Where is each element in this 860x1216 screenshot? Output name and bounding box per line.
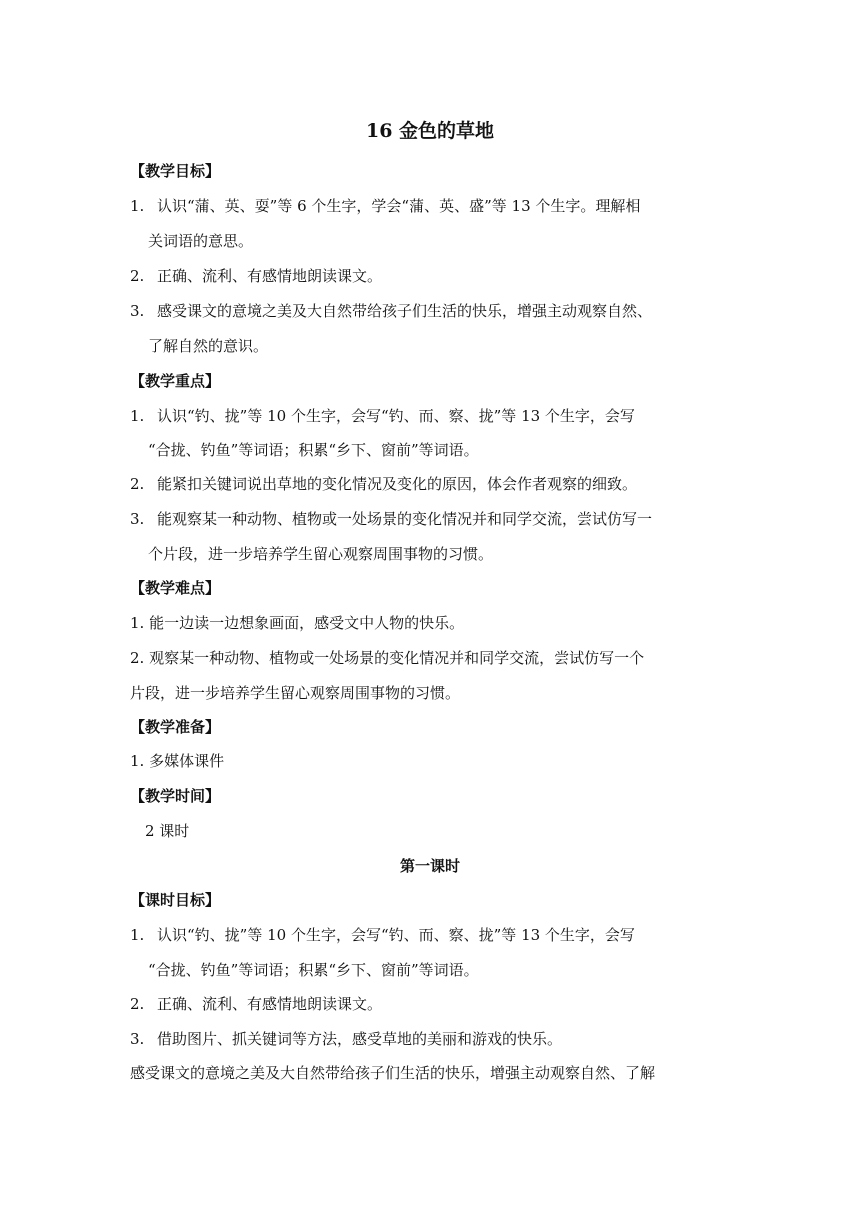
difficulties-heading: 【教学难点】	[130, 579, 221, 597]
goal-1-number: 1.	[130, 197, 145, 215]
key-2-text: 能紧扣关键词说出草地的变化情况及变化的原因，体会作者观察的细致。	[157, 475, 638, 493]
goal-3-text: 感受课文的意境之美及大自然带给孩子们生活的快乐，增强主动观察自然、	[157, 302, 653, 320]
preparation-1: 1. 多媒体课件	[130, 752, 225, 770]
lesson-goals-heading: 【课时目标】	[130, 891, 221, 909]
key-3-text-cont: 个片段，进一步培养学生留心观察周围事物的习惯。	[148, 545, 494, 563]
paragraph-text: 感受课文的意境之美及大自然带给孩子们生活的快乐，增强主动观察自然、了解	[130, 1064, 656, 1082]
preparation-heading: 【教学准备】	[130, 718, 221, 736]
key-1-number: 1.	[130, 407, 145, 425]
teaching-time-value: 2 课时	[145, 822, 190, 840]
lesson-goal-1-text-cont: “合拢、钓鱼”等词语；积累“乡下、窗前”等词语。	[148, 961, 479, 979]
goal-1-text-cont: 关词语的意思。	[148, 232, 254, 250]
lesson-goal-2-text: 正确、流利、有感情地朗读课文。	[157, 995, 383, 1013]
key-2-number: 2.	[130, 475, 145, 493]
goal-1-text: 认识“蒲、英、耍”等 6 个生字，学会“蒲、英、盛”等 13 个生字。理解相	[157, 197, 641, 215]
lesson-goal-1-text: 认识“钓、拢”等 10 个生字，会写“钓、而、察、拢”等 13 个生字，会写	[157, 926, 635, 944]
key-1-text: 认识“钓、拢”等 10 个生字，会写“钓、而、察、拢”等 13 个生字，会写	[157, 407, 635, 425]
goal-2-number: 2.	[130, 267, 145, 285]
lesson-one-heading: 第一课时	[399, 857, 460, 875]
lesson-goal-1-number: 1.	[130, 926, 145, 944]
lesson-goal-2-number: 2.	[130, 995, 145, 1013]
difficulty-2: 2. 观察某一种动物、植物或一处场景的变化情况并和同学交流，尝试仿写一个	[130, 649, 645, 667]
key-1-text-cont: “合拢、钓鱼”等词语；积累“乡下、窗前”等词语。	[148, 441, 479, 459]
goal-2-text: 正确、流利、有感情地朗读课文。	[157, 267, 383, 285]
key-3-text: 能观察某一种动物、植物或一处场景的变化情况并和同学交流，尝试仿写一	[157, 510, 653, 528]
difficulty-2-cont: 片段，进一步培养学生留心观察周围事物的习惯。	[130, 684, 461, 702]
key-3-number: 3.	[130, 510, 145, 528]
key-points-heading: 【教学重点】	[130, 372, 221, 390]
difficulty-1: 1. 能一边读一边想象画面，感受文中人物的快乐。	[130, 614, 465, 632]
goal-3-text-cont: 了解自然的意识。	[148, 337, 269, 355]
teaching-time-heading: 【教学时间】	[130, 787, 221, 805]
lesson-goal-3-number: 3.	[130, 1030, 145, 1048]
lesson-goal-3-text: 借助图片、抓关键词等方法，感受草地的美丽和游戏的快乐。	[157, 1030, 563, 1048]
goals-heading: 【教学目标】	[130, 162, 221, 180]
goal-3-number: 3.	[130, 302, 145, 320]
document-title: 16 金色的草地	[365, 120, 495, 142]
